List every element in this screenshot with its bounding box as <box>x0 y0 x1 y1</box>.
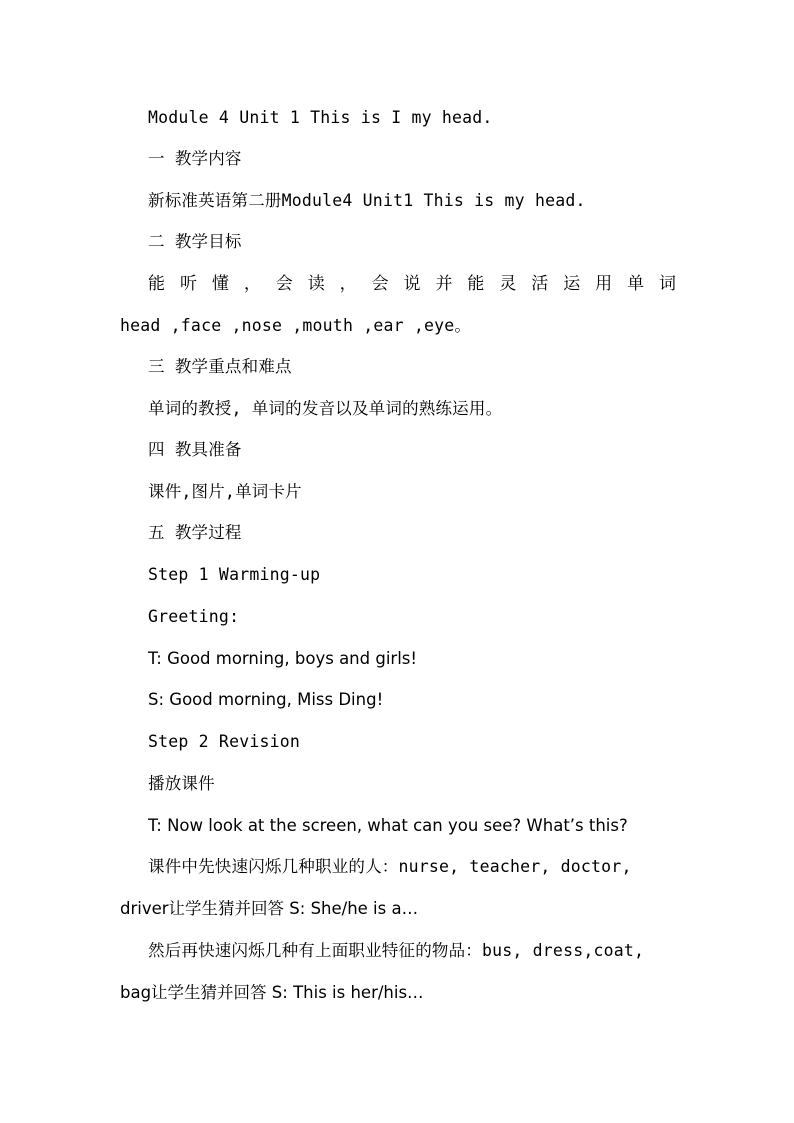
paragraph-2-line-1: 然后再快速闪烁几种有上面职业特征的物品：bus, dress,coat, <box>148 941 645 960</box>
objective-char: 运 <box>563 274 581 294</box>
objective-char: 活 <box>531 274 549 294</box>
play-courseware: 播放课件 <box>148 774 215 793</box>
paragraph-1-line-2: driver让学生猜并回答 S: She/he is a… <box>120 899 419 918</box>
objective-char: 并 <box>435 274 453 294</box>
section-heading-key-points: 三 教学重点和难点 <box>148 357 292 376</box>
dialog-teacher-1: T: Good morning, boys and girls! <box>148 649 417 668</box>
objective-char: 听 <box>179 274 197 294</box>
section-text-teaching-aids: 课件,图片,单词卡片 <box>148 482 302 501</box>
objectives-line-1 <box>148 273 676 295</box>
section-text-key-points: 单词的教授, 单词的发音以及单词的熟练运用。 <box>148 399 503 418</box>
section-heading-teaching-aids: 四 教具准备 <box>148 440 242 459</box>
objective-char: 会 <box>371 274 389 294</box>
objectives-line-2: head ,face ,nose ,mouth ,ear ,eye。 <box>120 316 472 335</box>
dialog-teacher-2: T: Now look at the screen, what can you see? What’s this? <box>148 816 628 835</box>
objective-char: ， <box>243 274 261 294</box>
objective-char: 能 <box>467 274 485 294</box>
greeting-label: Greeting: <box>148 607 240 626</box>
objective-char: 词 <box>659 274 676 294</box>
paragraph-2-line-2: bag让学生猜并回答 S: This is her/his… <box>120 983 424 1002</box>
document-title: Module 4 Unit 1 This is I my head. <box>148 108 493 127</box>
step-1-heading: Step 1 Warming-up <box>148 565 321 584</box>
section-text-content: 新标准英语第二册Module4 Unit1 This is my head. <box>148 191 586 210</box>
section-heading-process: 五 教学过程 <box>148 523 242 542</box>
section-heading-content: 一 教学内容 <box>148 149 242 168</box>
objective-char: 能 <box>148 274 165 294</box>
objective-char: 懂 <box>211 274 229 294</box>
objective-char: ， <box>339 274 357 294</box>
objective-char: 读 <box>307 274 325 294</box>
dialog-student-1: S: Good morning, Miss Ding! <box>148 690 384 709</box>
objective-char: 单 <box>627 274 645 294</box>
objective-char: 灵 <box>499 274 517 294</box>
section-heading-objectives: 二 教学目标 <box>148 232 242 251</box>
paragraph-1-line-1: 课件中先快速闪烁几种职业的人：nurse, teacher, doctor, <box>148 857 632 876</box>
objective-char: 用 <box>595 274 613 294</box>
objective-char: 说 <box>403 274 421 294</box>
step-2-heading: Step 2 Revision <box>148 732 301 751</box>
objective-char: 会 <box>275 274 293 294</box>
